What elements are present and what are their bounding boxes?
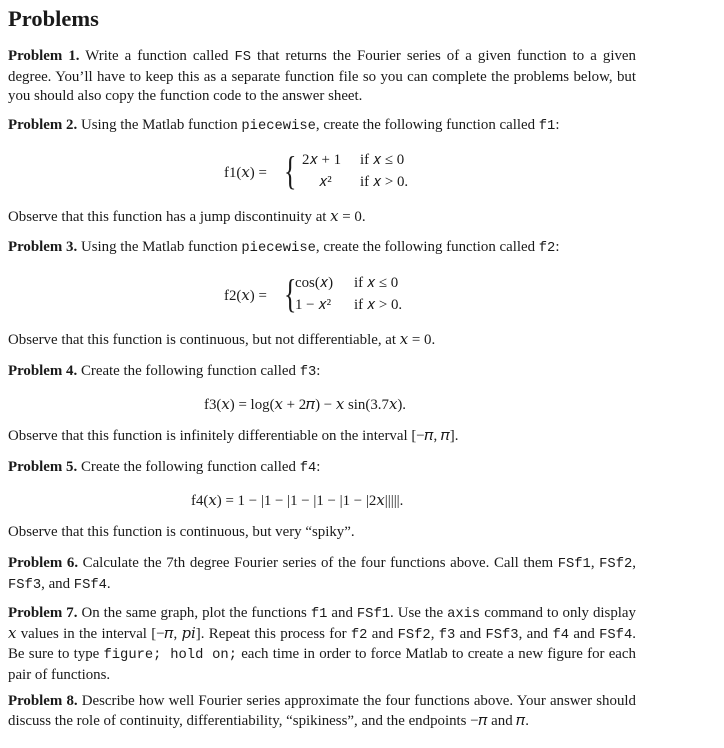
- eq-f1-case1-cond: if 𝑥 ≤ 0: [360, 152, 405, 168]
- eq-f2-case1-expr: cos(𝑥): [295, 275, 334, 291]
- observation-5: Observe that this function is continuous, but very “spiky”.: [8, 524, 355, 540]
- problem-7-label: Problem 7.: [8, 605, 78, 621]
- eq-f1-lhs: f1(𝑥) =: [224, 165, 267, 181]
- eq-f1-case2-expr: 𝑥²: [319, 174, 332, 190]
- problem-3-label: Problem 3.: [8, 239, 78, 255]
- equation-f3: f3(𝑥) = log(𝑥 + 2𝜋) − 𝑥 sin(3.7𝑥).: [204, 397, 407, 413]
- problem-1: Problem 1. Write a function called FS that returns the Fourier series of a given function to a given degree. You’ll have to keep this as a separate function file so you can complete the problems below, but you should also copy the function code to the answer sheet.: [8, 48, 636, 105]
- problem-7: Problem 7. On the same graph, plot the functions f1 and FSf1. Use the axis command to only display 𝑥 values in the interval [−𝜋, 𝑝𝑖]. Repeat this process for f2 and FSf2, f3 and FSf3, and f4 and FSf4. Be sure to type figure; hold on; each time in order to force Matlab to create a new figure for each pair of functions.: [8, 605, 636, 683]
- observation-3: Observe that this function is continuous, but not differentiable, at 𝑥 = 0.: [8, 332, 436, 348]
- observation-2: Observe that this function has a jump discontinuity at 𝑥 = 0.: [8, 209, 366, 225]
- problem-4: Problem 4. Create the following function called f3:: [8, 363, 321, 380]
- eq-f2-case1-cond: if 𝑥 ≤ 0: [354, 275, 399, 291]
- problem-2: Problem 2. Using the Matlab function piecewise, create the following function called f1:: [8, 117, 560, 134]
- eq-f1-case1-expr: 2𝑥 + 1: [302, 152, 342, 168]
- problem-1-label: Problem 1.: [8, 48, 80, 64]
- eq-f2-case2-cond: if 𝑥 > 0.: [354, 297, 403, 313]
- problem-6-label: Problem 6.: [8, 555, 79, 571]
- left-brace: {: [284, 271, 297, 316]
- problem-4-label: Problem 4.: [8, 363, 78, 379]
- problem-8: Problem 8. Describe how well Fourier series approximate the four functions above. Your answer should discuss the role of continuity, differentiability, “spikiness”, and the endpoints −𝜋 and 𝜋.: [8, 693, 636, 729]
- eq-f1-case2-cond: if 𝑥 > 0.: [360, 174, 409, 190]
- eq-f2-case2-expr: 1 − 𝑥²: [295, 297, 332, 313]
- problem-6: Problem 6. Calculate the 7th degree Fourier series of the four functions above. Call them FSf1, FSf2, FSf3, and FSf4.: [8, 555, 636, 593]
- problem-3: Problem 3. Using the Matlab function piecewise, create the following function called f2:: [8, 239, 560, 256]
- problem-8-label: Problem 8.: [8, 693, 78, 709]
- problem-5-label: Problem 5.: [8, 459, 78, 475]
- problem-5: Problem 5. Create the following function called f4:: [8, 459, 321, 476]
- eq-f2-lhs: f2(𝑥) =: [224, 288, 267, 304]
- equation-f4: f4(𝑥) = 1 − |1 − |1 − |1 − |1 − |2𝑥|||||.: [191, 493, 404, 509]
- page-title: Problems: [8, 6, 99, 31]
- left-brace: {: [284, 148, 297, 193]
- problem-2-label: Problem 2.: [8, 117, 78, 133]
- code-FS: FS: [234, 50, 252, 65]
- observation-4: Observe that this function is infinitely differentiable on the interval [−𝜋, 𝜋].: [8, 428, 459, 444]
